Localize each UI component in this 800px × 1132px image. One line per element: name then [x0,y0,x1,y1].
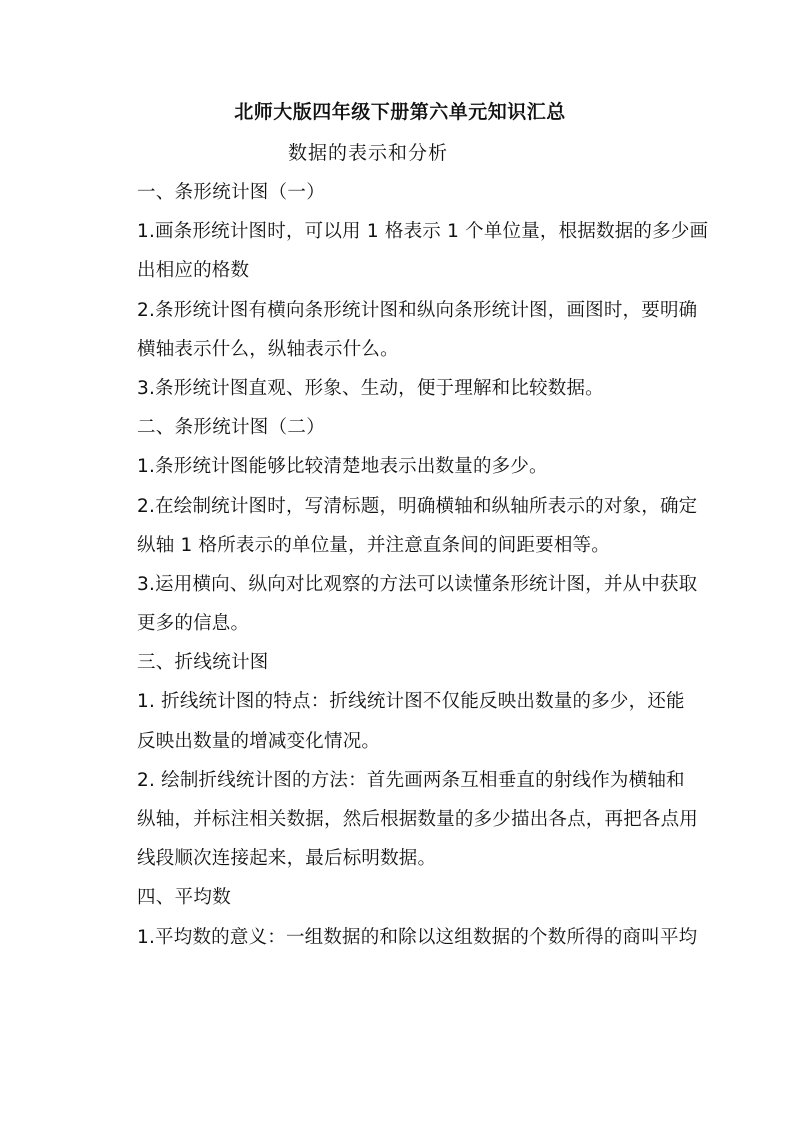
text-line: 反映出数量的增减变化情况。 [137,730,381,752]
document-body [137,173,709,957]
text-line: 2.在绘制统计图时，写清标题，明确横轴和纵轴所表示的对象，确定 [137,495,698,517]
text-line: 2.条形统计图有横向条形统计图和纵向条形统计图，画图时，要明确 [137,299,698,321]
document-title: 北师大版四年级下册第六单元知识汇总 [234,101,566,123]
section-heading-3: 三、折线统计图 [137,652,269,674]
text-line: 1. 折线统计图的特点：折线统计图不仅能反映出数量的多少，还能 [137,691,685,713]
text-line: 更多的信息。 [137,613,250,635]
section-heading-1: 一、条形统计图（一） [137,182,326,203]
text-line: 1.条形统计图能够比较清楚地表示出数量的多少。 [137,456,548,478]
text-line: 出相应的格数 [137,260,250,282]
section-heading-4: 四、平均数 [137,887,232,909]
text-line: 纵轴 1 格所表示的单位量，并注意直条间的间距要相等。 [137,534,610,556]
text-line: 1.画条形统计图时，可以用 1 格表示 1 个单位量，根据数据的多少画 [137,221,709,243]
text-line: 3.条形统计图直观、形象、生动，便于理解和比较数据。 [137,377,604,399]
text-line: 纵轴，并标注相关数据，然后根据数量的多少描出各点，再把各点用 [137,809,699,830]
text-line: 2. 绘制折线统计图的方法：首先画两条互相垂直的射线作为横轴和 [137,769,685,791]
text-line: 横轴表示什么，纵轴表示什么。 [137,338,399,360]
text-line: 线段顺次连接起来，最后标明数据。 [137,848,437,870]
section-heading-2: 二、条形统计图（二） [137,417,326,439]
document-subtitle: 数据的表示和分析 [287,142,448,164]
text-line: 3.运用横向、纵向对比观察的方法可以读懂条形统计图，并从中获取 [137,573,698,595]
text-line: 1.平均数的意义：一组数据的和除以这组数据的个数所得的商叫平均 [137,926,698,948]
